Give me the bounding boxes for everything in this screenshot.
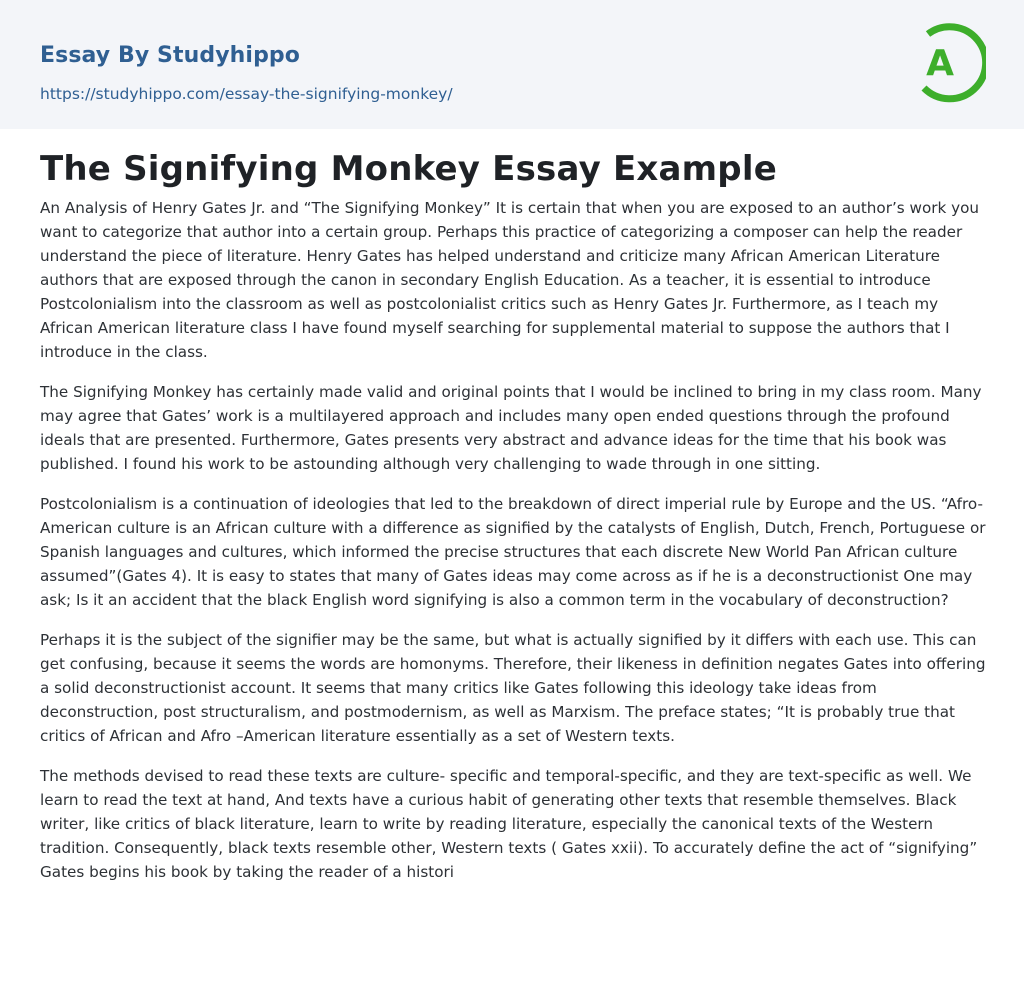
paragraph: The methods devised to read these texts are culture- specific and temporal-specific, and they are text-specific as well. We learn to read the text at hand, And texts have a curious habit of generating other texts that resemble themselves. Black writer, like critics of black literature, learn to write by reading literature, especially the canonical texts of the Western tradition. Consequently, black texts resemble other, Western texts ( Gates xxii). To accurately define the act of “signifying” Gates begins his book by taking the reader of a histori <box>40 767 978 881</box>
studyhippo-logo-icon[interactable] <box>912 20 986 104</box>
logo-letter: A <box>926 43 954 84</box>
brand-title: Essay By Studyhippo <box>40 43 300 68</box>
page-header <box>0 0 1024 129</box>
paragraph: Perhaps it is the subject of the signifier may be the same, but what is actually signified by it differs with each use. This can get confusing, because it seems the words are homonyms. Therefore, their likeness in definition negates Gates into offering a solid deconstructionist account. It seems that many critics like Gates following this ideology take ideas from deconstruction, post structuralism, and postmodernism, as well as Marxism. The preface states; “It is probably true that critics of African and Afro –American literature essentially as a set of Western texts. <box>40 631 986 745</box>
paragraph: An Analysis of Henry Gates Jr. and “The Signifying Monkey” It is certain that when you are exposed to an author’s work you want to categorize that author into a certain group. Perhaps this practice of categorizing a composer can help the reader understand the piece of literature. Henry Gates has helped understand and criticize many African American Literature authors that are exposed through the canon in secondary English Education. As a teacher, it is essential to introduce Postcolonialism into the classroom as well as postcolonialist critics such as Henry Gates Jr. Furthermore, as I teach my African American literature class I have found myself searching for supplemental material to suppose the authors that I introduce in the class. <box>40 199 980 361</box>
source-url-link[interactable]: https://studyhippo.com/essay-the-signifying-monkey/ <box>40 85 453 103</box>
paragraph: Postcolonialism is a continuation of ideologies that led to the breakdown of direct imperial rule by Europe and the US. “Afro- American culture is an African culture with a difference as signified by the catalysts of English, Dutch, French, Portuguese or Spanish languages and cultures, which informed the precise structures that each discrete New World Pan African culture assumed”(Gates 4). It is easy to states that many of Gates ideas may come across as if he is a deconstructionist One may ask; Is it an accident that the black English word signifying is also a common term in the vocabulary of deconstruction? <box>40 495 986 609</box>
paragraph: The Signifying Monkey has certainly made valid and original points that I would be inclined to bring in my class room. Many may agree that Gates’ work is a multilayered approach and includes many open ended questions through the profound ideals that are presented. Furthermore, Gates presents very abstract and advance ideas for the time that his book was published. I found his work to be astounding although very challenging to wade through in one sitting. <box>40 383 982 473</box>
page-title: The Signifying Monkey Essay Example <box>40 149 777 189</box>
article-body <box>40 196 986 900</box>
